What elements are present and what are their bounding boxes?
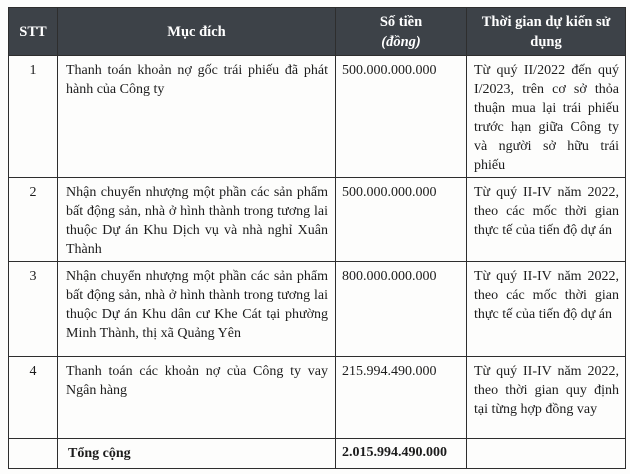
header-amount-unit: (đồng) bbox=[381, 33, 421, 50]
row-stt: 2 bbox=[9, 178, 58, 262]
row-purpose: Nhận chuyển nhượng một phần các sản phẩm bất động sản, nhà ở hình thành trong tương lai thuộc Dự án Khu Dịch vụ và nhà nghỉ Xuân Thành bbox=[58, 178, 336, 262]
header-cell-time: Thời gian dự kiến sử dụng bbox=[467, 8, 626, 56]
row-purpose: Nhận chuyển nhượng một phần các sản phẩm bất động sản, nhà ở hình thành trong tương lai thuộc Dự án Khu dân cư Khe Cát tại phường Minh Thành, thị xã Quảng Yên bbox=[58, 262, 336, 357]
row-purpose: Thanh toán khoản nợ gốc trái phiếu đã phát hành của Công ty bbox=[58, 56, 336, 178]
row-purpose: Thanh toán các khoản nợ của Công ty vay Ngân hàng bbox=[58, 357, 336, 439]
total-label: Tổng cộng bbox=[58, 439, 336, 469]
row-amount: 500.000.000.000 bbox=[336, 178, 467, 262]
row-time: Từ quý II-IV năm 2022, theo các mốc thời gian thực tế của tiến độ dự án bbox=[467, 178, 626, 262]
row-amount: 800.000.000.000 bbox=[336, 262, 467, 357]
table-row bbox=[9, 178, 626, 262]
header-cell-stt: STT bbox=[9, 8, 58, 56]
funds-usage-table bbox=[8, 7, 626, 469]
row-amount: 500.000.000.000 bbox=[336, 56, 467, 178]
header-row bbox=[9, 8, 626, 56]
row-stt: 3 bbox=[9, 262, 58, 357]
row-time: Từ quý II-IV năm 2022, theo các mốc thời gian thực tế của tiến độ dự án bbox=[467, 262, 626, 357]
total-amount: 2.015.994.490.000 bbox=[336, 439, 467, 469]
header-cell-purpose: Mục đích bbox=[58, 8, 336, 56]
row-stt: 4 bbox=[9, 357, 58, 439]
header-amount-label: Số tiền bbox=[379, 13, 423, 30]
total-empty-stt bbox=[9, 439, 58, 469]
row-amount: 215.994.490.000 bbox=[336, 357, 467, 439]
row-time: Từ quý II-IV năm 2022, theo thời gian quy định tại từng hợp đồng vay bbox=[467, 357, 626, 439]
table-row bbox=[9, 56, 626, 178]
row-stt: 1 bbox=[9, 56, 58, 178]
table-row bbox=[9, 262, 626, 357]
row-time: Từ quý II/2022 đến quý I/2023, trên cơ sở thỏa thuận mua lại trái phiếu trước hạn giữa Công ty và người sở hữu trái phiếu bbox=[467, 56, 626, 178]
total-row bbox=[9, 439, 626, 469]
total-empty-time bbox=[467, 439, 626, 469]
header-cell-amount bbox=[336, 8, 467, 56]
table-row bbox=[9, 357, 626, 439]
